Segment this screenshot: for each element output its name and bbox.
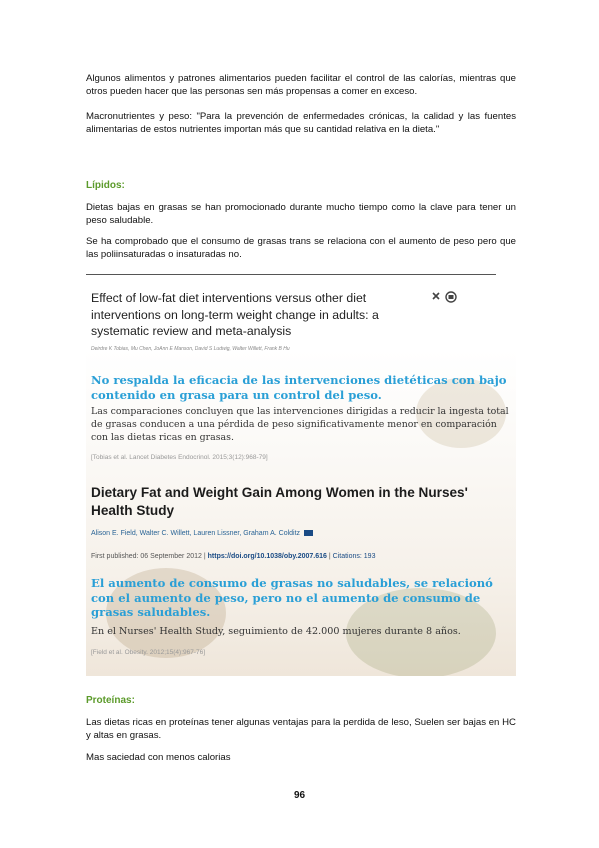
study2-publication-info bbox=[91, 553, 375, 560]
study1-headline: No respalda la eficacia de las intervenciones dietéticas con bajo contenido en grasa para un control del peso. bbox=[91, 373, 507, 402]
paragraph-satiety: Mas saciedad con menos calorias bbox=[86, 752, 231, 763]
separator: | bbox=[203, 553, 208, 560]
study2-citation: [Field et al. Obesity. 2012;15(4):967-76] bbox=[91, 649, 206, 656]
study1-title: Effect of low-fat diet interventions versus other diet interventions on long-term weight change in adults: a systematic review and meta-analysis bbox=[91, 291, 379, 338]
figure-top-rule bbox=[86, 274, 496, 275]
study2-title: Dietary Fat and Weight Gain Among Women in the Nurses' Health Study bbox=[91, 485, 468, 518]
study1-authors: Deirdre K Tobias, Mu Chen, JoAnn E Manson, David S Ludwig, Walter Willett, Frank B Hu bbox=[91, 346, 290, 352]
study2-author-list[interactable]: Alison E. Field, Walter C. Willett, Lauren Lissner, Graham A. Colditz bbox=[91, 530, 301, 537]
study2-headline: El aumento de consumo de grasas no saludables, se relacionó con el aumento de peso, pero no el aumento de consumo de grasas saludables. bbox=[91, 576, 493, 619]
paragraph-low-fat: Dietas bajas en grasas se han promocionado durante mucho tiempo como la clave para tener un peso saludable. bbox=[86, 202, 516, 226]
evidence-figure bbox=[86, 268, 516, 676]
paragraph-protein: Las dietas ricas en proteínas tener algunas ventajas para la perdida de leso, Suelen ser bajas en HC y altas en grasas. bbox=[86, 717, 516, 741]
article-icons[interactable] bbox=[430, 290, 462, 308]
separator: | bbox=[328, 553, 333, 560]
study2-authors[interactable] bbox=[91, 530, 315, 537]
study1-body: Las comparaciones concluyen que las intervenciones dirigidas a reducir la ingesta total de grasas conducen a una pérdida de peso significativamente menor en comparación con las dietas ricas en grasas. bbox=[91, 406, 509, 443]
paragraph-intro: Algunos alimentos y patrones alimentarios pueden facilitar el control de las calorías, mientras que otros pueden hacer que las personas sen más propensas a comer en exceso. bbox=[86, 73, 516, 97]
study2-citations[interactable]: Citations: 193 bbox=[332, 553, 376, 560]
paragraph-macronutrients: Macronutrientes y peso: "Para la prevención de enfermedades crónicas, la calidad y las fuentes alimentarias de estos nutrientes importan más que su cantidad relativa en la dieta." bbox=[86, 111, 516, 135]
study2-doi-link[interactable]: https://doi.org/10.1038/oby.2007.616 bbox=[207, 553, 327, 560]
proteinas-heading: Proteínas: bbox=[86, 695, 135, 706]
crossmark-icon bbox=[430, 290, 462, 308]
paragraph-trans-fat: Se ha comprobado que el consumo de grasas trans se relaciona con el aumento de peso pero que las poliinsaturadas o insaturadas no. bbox=[86, 236, 516, 260]
study2-published: First published: 06 September 2012 bbox=[91, 553, 202, 560]
page-number: 96 bbox=[293, 790, 306, 801]
study1-citation: [Tobias et al. Lancet Diabetes Endocrinol. 2015;3(12):968-79] bbox=[91, 454, 268, 461]
study2-body: En el Nurses' Health Study, seguimiento de 42.000 mujeres durante 8 años. bbox=[91, 626, 461, 637]
lipidos-heading: Lípidos: bbox=[86, 180, 125, 191]
email-icon[interactable] bbox=[304, 530, 313, 536]
